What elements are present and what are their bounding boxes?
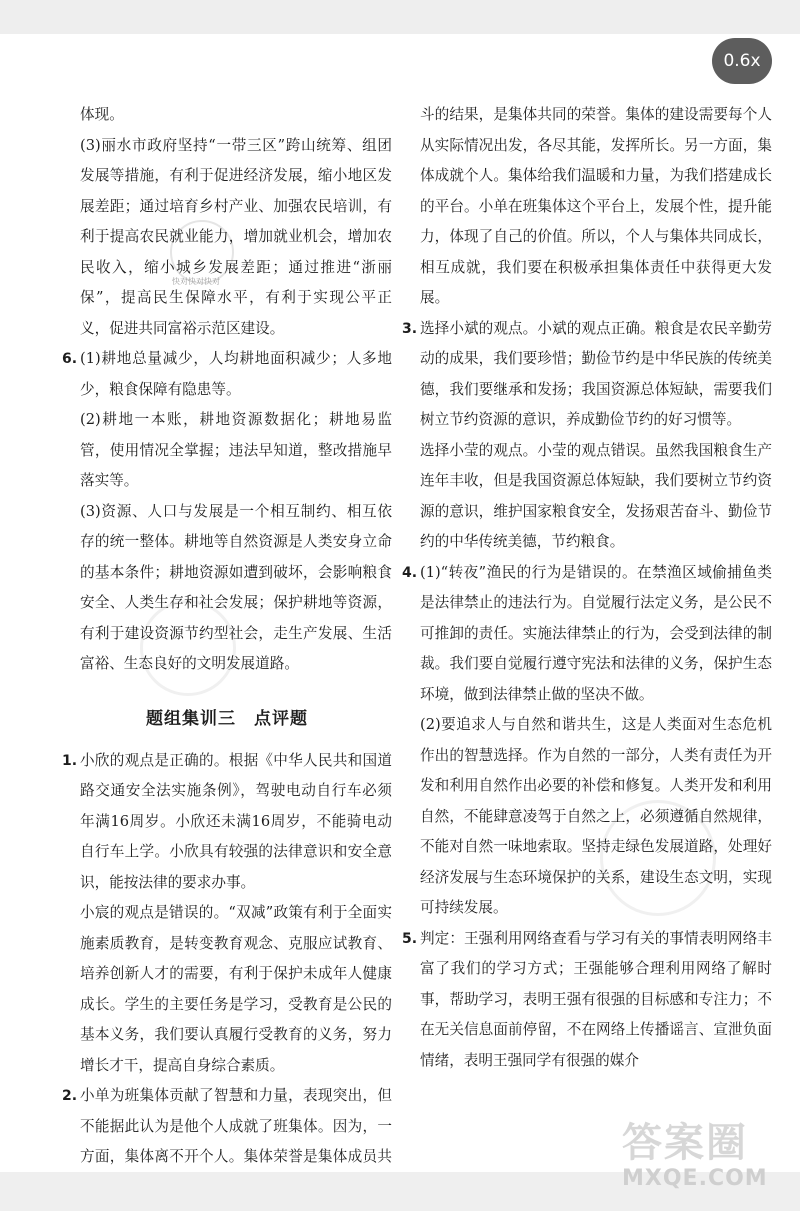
right-column (402, 100, 772, 1076)
paragraph: 体现。 (80, 106, 124, 123)
left-column (62, 100, 392, 1203)
item-number: 4. (402, 564, 418, 581)
item-text: 小欣的观点是正确的。根据《中华人民共和国道路交通安全法实施条例》，驾驶电动自行车必须年满16周岁。小欣还未满16周岁，不能骑电动自行车上学。小欣具有较强的法律意识和安全意识，能按法律的要求办事。 (80, 751, 392, 891)
item-number: 2. (62, 1088, 78, 1104)
answer-item-4 (402, 558, 772, 711)
item-number: 6. (62, 351, 78, 367)
paragraph: (2)耕地一本账，耕地资源数据化；耕地易监管，使用情况全掌握；违法早知道，整改措施早落实等。 (80, 411, 392, 489)
logo-text: 答案圈 (622, 1120, 748, 1166)
answer-item-3 (402, 314, 772, 436)
paragraph: (3)丽水市政府坚持“一带三区”跨山统筹、组团发展等措施，有利于促进经济发展，缩小地区发展差距；通过培育乡村产业、加强农民培训，有利于提高农民就业能力，增加就业机会，增加农民收入，缩小城乡发展差距；通过推进“浙丽保”，提高民生保障水平，有利于实现公平正义，促进共同富裕示范区建设。 (80, 136, 392, 337)
answer-item-1 (62, 746, 392, 899)
item-number: 1. (62, 752, 78, 769)
site-logo (622, 1120, 790, 1200)
item-number: 3. (402, 320, 418, 337)
answer-item-5 (402, 924, 772, 1077)
section-title: 题组集训三 点评题 (146, 708, 308, 729)
viewer-top-bar (0, 0, 800, 34)
paragraph: 小宸的观点是错误的。“双减”政策有利于全面实施素质教育，是转变教育观念、克服应试教育、培养创新人才的需要，有利于保护未成年人健康成长。学生的主要任务是学习，受教育是公民的基本义务，我们要认真履行受教育的义务，努力增长才干，提高自身综合素质。 (80, 904, 392, 1074)
playback-speed-button[interactable]: 0.6x (712, 38, 772, 84)
item-text: 小单为班集体贡献了智慧和力量，表现突出，但不能据此认为是他个人成就了班集体。因为，一方面，集体离不开个人。集体荣誉是集体成员共 (80, 1087, 392, 1165)
paragraph: (2)要追求人与自然和谐共生，这是人类面对生态危机作出的智慧选择。作为自然的一部分，人类有责任为开发和利用自然作出必要的补偿和修复。人类开发和利用自然，不能肆意凌驾于自然之上，必须遵循自然规律，不能对自然一味地索取。坚持走绿色发展道路，处理好经济发展与生态环境保护的关系，建设生态文明，实现可持续发展。 (420, 716, 772, 916)
answer-item-6 (62, 344, 392, 405)
item-text: (1)耕地总量减少，人均耕地面积减少；人多地少，粮食保障有隐患等。 (80, 350, 392, 398)
paragraph: 选择小莹的观点。小莹的观点错误。虽然我国粮食生产连年丰收，但是我国资源总体短缺，我们要树立节约资源的意识，维护国家粮食安全，发扬艰苦奋斗、勤俭节约的中华传统美德，节约粮食。 (420, 441, 772, 550)
paragraph: (3)资源、人口与发展是一个相互制约、相互依存的统一整体。耕地等自然资源是人类安身立命的基本条件；耕地资源如遭到破坏，会影响粮食安全、人类生存和社会发展；保护耕地等资源，有利于建设资源节约型社会，走生产发展、生活富裕、生态良好的文明发展道路。 (80, 502, 392, 672)
item-text: (1)“转夜”渔民的行为是错误的。在禁渔区域偷捕鱼类是法律禁止的违法行为。自觉履行法定义务，是公民不可推卸的责任。实施法律禁止的行为，会受到法律的制裁。我们要自觉履行遵守宪法和法律的义务，保护生态环境，做到法律禁止做的坚决不做。 (420, 563, 772, 703)
logo-domain: MXQE.COM (622, 1166, 768, 1191)
watermark-stamp-text: 快对快对快对 (172, 277, 220, 286)
paragraph: 斗的结果，是集体共同的荣誉。集体的建设需要每个人从实际情况出发，各尽其能，发挥所长。另一方面，集体成就个人。集体给我们温暖和力量，为我们搭建成长的平台。小单在班集体这个平台上，发展个性，提升能力，体现了自己的价值。所以，个人与集体共同成长，相互成就，我们要在积极承担集体责任中获得更大发展。 (420, 106, 772, 306)
item-number: 5. (402, 930, 418, 947)
item-text: 判定：王强利用网络查看与学习有关的事情表明网络丰富了我们的学习方式；王强能够合理利用网络了解时事，帮助学习，表明王强有很强的目标感和专注力；不在无关信息面前停留，不在网络上传播谣言、宣泄负面情绪，表明王强同学有很强的媒介 (420, 929, 772, 1069)
item-text: 选择小斌的观点。小斌的观点正确。粮食是农民辛勤劳动的成果，我们要珍惜；勤俭节约是中华民族的传统美德，我们要继承和发扬；我国资源总体短缺，需要我们树立节约资源的意识，养成勤俭节约的好习惯等。 (420, 319, 772, 428)
